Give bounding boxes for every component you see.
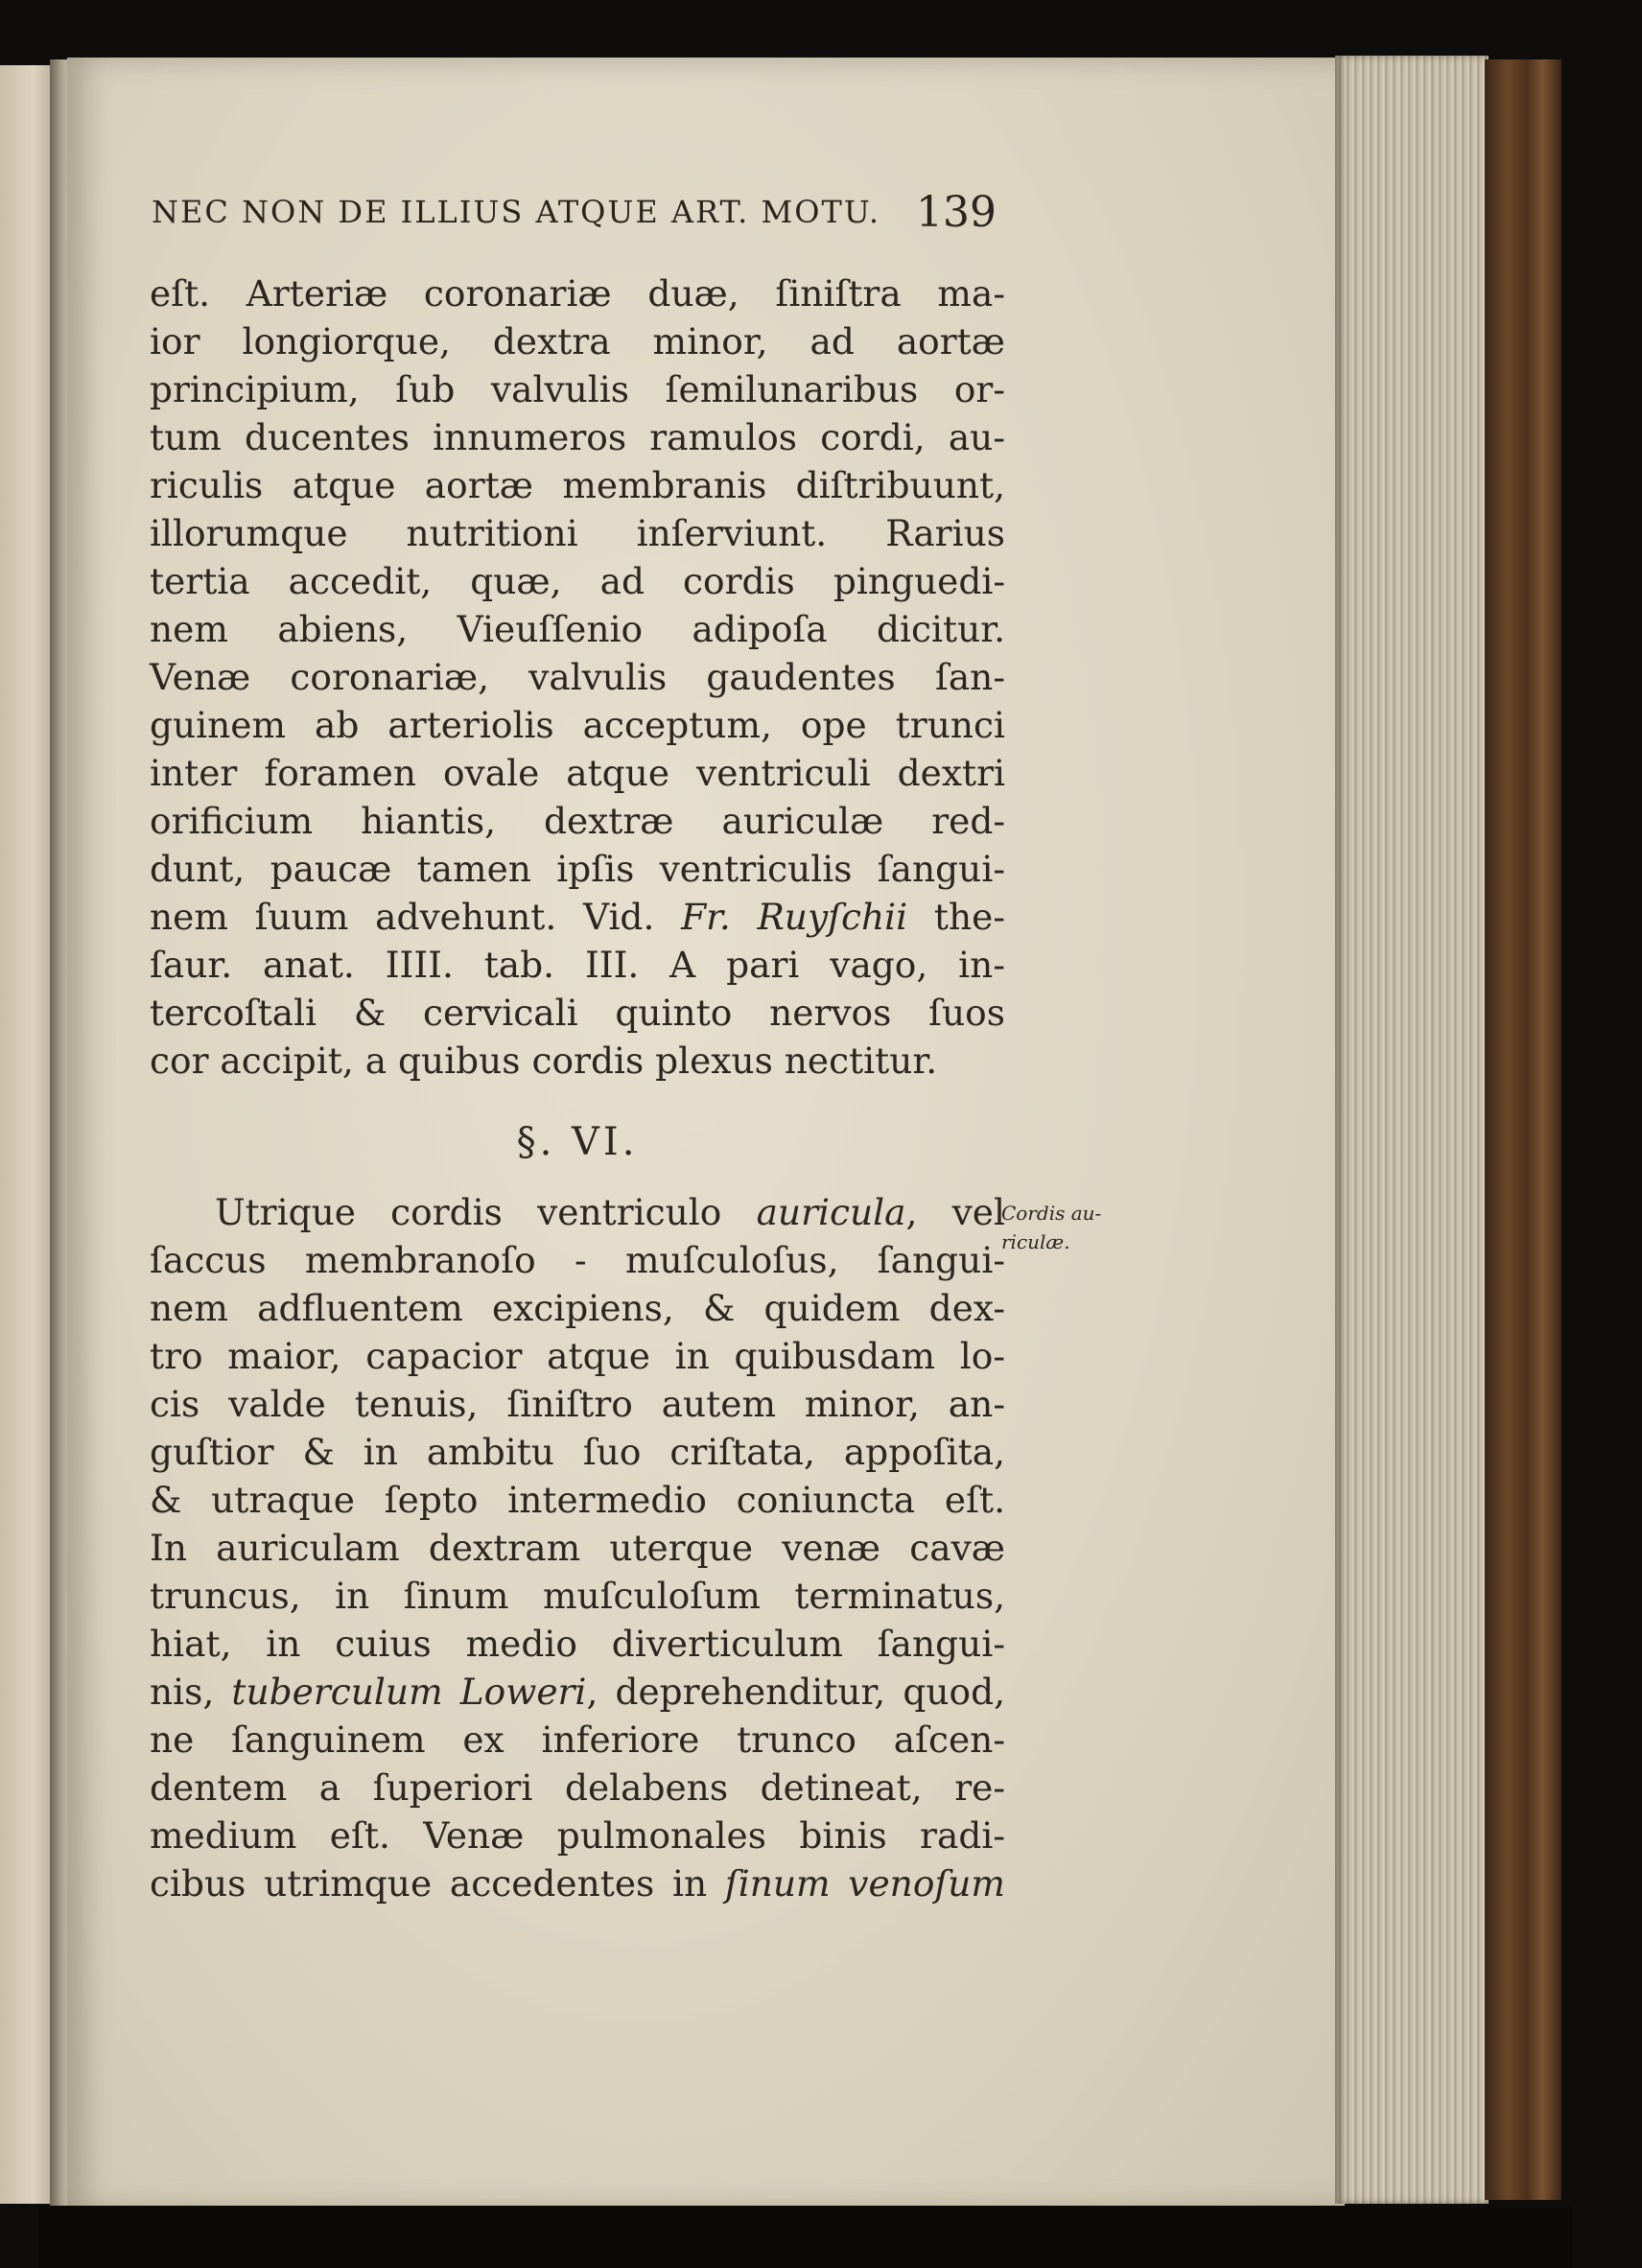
text-line: guſtior & in ambitu ſuo criſtata, appoſita, (150, 1431, 1005, 1473)
text-line: dunt, paucæ tamen ipſis ventriculis ſangui- (150, 848, 1005, 890)
page-block-edges (1335, 56, 1489, 2204)
text-line: nem adfluentem excipiens, & quidem dex- (150, 1287, 1005, 1329)
text-line: tro maior, capacior atque in quibusdam lo- (150, 1335, 1005, 1377)
text-line: illorumque nutritioni inſerviunt. Rarius (150, 512, 1005, 554)
text-line: tercoſtali & cervicali quinto nervos ſuos (150, 992, 1005, 1034)
text-line: dentem a ſuperiori delabens detineat, re- (150, 1766, 1005, 1809)
text-line: cis valde tenuis, ſiniſtro autem minor, an- (150, 1383, 1005, 1425)
text-run: cibus utrimque accedentes in (150, 1862, 725, 1905)
text-line: eſt. Arteriæ coronariæ duæ, ſiniſtra ma- (150, 272, 1005, 315)
text-line: hiat, in cuius medio diverticulum ſangui- (150, 1623, 1005, 1665)
text-line-with-italic (150, 894, 1005, 940)
text-line: nem abiens, Vieuſſenio adipoſa dicitur. (150, 608, 1005, 650)
italic-term: ſinum venoſum (724, 1862, 1005, 1905)
marginal-note-line: Cordis au- (1001, 1202, 1102, 1225)
text-line: medium eſt. Venæ pulmonales binis radi- (150, 1814, 1005, 1857)
text-line-with-italic (150, 1669, 1005, 1715)
text-line: tum ducentes innumeros ramulos cordi, au- (150, 416, 1005, 458)
text-run: , vel (905, 1191, 1005, 1233)
text-line: tertia accedit, quæ, ad cordis pinguedi- (150, 560, 1005, 602)
page-number: 139 (916, 188, 997, 237)
marginal-note-line: riculæ. (1001, 1230, 1070, 1253)
text-line: principium, ſub valvulis ſemilunaribus or- (150, 368, 1005, 410)
text-run: Utrique cordis ventriculo (215, 1191, 757, 1233)
text-line: ſaccus membranoſo - muſculoſus, ſangui- (150, 1239, 1005, 1281)
bottom-shadow (38, 2206, 1573, 2268)
text-line: & utraque ſepto intermedio coniuncta eſt. (150, 1479, 1005, 1521)
text-line: In auriculam dextram uterque venæ cavæ (150, 1527, 1005, 1569)
marginal-note (1001, 1199, 1126, 1256)
text-line: cor accipit, a quibus cordis plexus nectitur. (150, 1040, 938, 1082)
text-line: ne ſanguinem ex inferiore trunco aſcen- (150, 1719, 1005, 1761)
text-line: ſaur. anat. IIII. tab. III. A pari vago, in- (150, 944, 1005, 986)
text-line: guinem ab arteriolis acceptum, ope trunci (150, 704, 1005, 746)
italic-term: tuberculum Loweri (231, 1671, 587, 1713)
text-line: truncus, in ſinum muſculoſum terminatus, (150, 1575, 1005, 1617)
running-header: NEC NON DE ILLIUS ATQUE ART. MOTU. (152, 194, 881, 230)
text-line: inter foramen ovale atque ventriculi dextri (150, 752, 1005, 794)
text-run: nis, (150, 1671, 232, 1713)
leather-cover (1485, 59, 1561, 2200)
section-heading: §. VI. (516, 1120, 639, 1164)
previous-page-edge (0, 65, 56, 2204)
text-line: riculis atque aortæ membranis diſtribuunt, (150, 464, 1005, 506)
text-run: the- (907, 896, 1005, 938)
text-line-with-italic (150, 1860, 1005, 1906)
text-line: Venæ coronariæ, valvulis gaudentes ſan- (150, 656, 1005, 698)
italic-term: auricula (756, 1191, 906, 1233)
text-run: , deprehenditur, quod, (586, 1671, 1006, 1713)
text-line: orificium hiantis, dextræ auriculæ red- (150, 800, 1005, 842)
italic-name: Fr. Ruyſchii (681, 896, 908, 938)
text-line: ior longiorque, dextra minor, ad aortæ (150, 320, 1005, 362)
text-run: nem ſuum advehunt. Vid. (150, 896, 682, 938)
text-line-with-italic (150, 1189, 1005, 1235)
